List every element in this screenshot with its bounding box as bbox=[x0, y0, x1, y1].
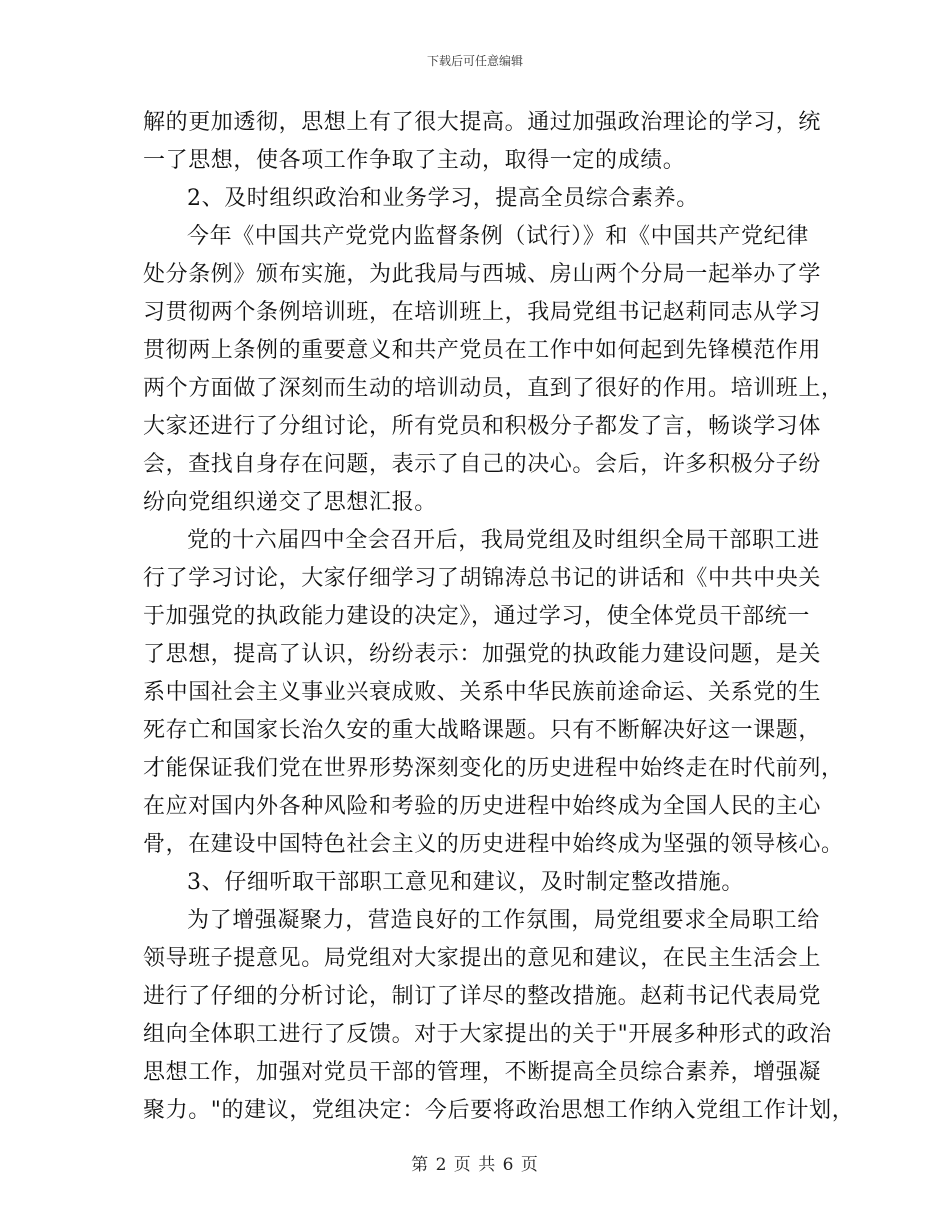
text-line: 于加强党的执政能力建设的决定》，通过学习，使全体党员干部统一 bbox=[143, 604, 811, 629]
page-footer: 第 2 页 共 6 页 bbox=[411, 1155, 539, 1175]
text-line: 贯彻两上条例的重要意义和共产党员在工作中如何起到先锋模范作用 bbox=[143, 338, 822, 363]
text-line: 思想工作，加强对党员干部的管理，不断提高全员综合素养，增强凝 bbox=[143, 1060, 822, 1085]
text-line: 在应对国内外各种风险和考验的历史进程中始终成为全国人民的主心 bbox=[143, 794, 822, 819]
text-line: 聚力。"的建议，党组决定：今后要将政治思想工作纳入党组工作计划， bbox=[143, 1098, 855, 1123]
text-line: 解的更加透彻，思想上有了很大提高。通过加强政治理论的学习，统 bbox=[143, 110, 822, 135]
text-line: 会，查找自身存在问题，表示了自己的决心。会后，许多积极分子纷 bbox=[143, 452, 822, 477]
paragraph-start: 今年《中国共产党党内监督条例（试行）》和《中国共产党纪律 bbox=[187, 224, 809, 249]
text-line: 一了思想，使各项工作争取了主动，取得一定的成绩。 bbox=[143, 148, 686, 173]
text-line: 骨，在建设中国特色社会主义的历史进程中始终成为坚强的领导核心。 bbox=[143, 832, 844, 857]
text-line: 组向全体职工进行了反馈。对于大家提出的关于"开展多种形式的政治 bbox=[143, 1022, 832, 1047]
section-heading: 2、及时组织政治和业务学习，提高全员综合素养。 bbox=[187, 186, 699, 211]
section-heading: 3、仔细听取干部职工意见和建议，及时制定整改措施。 bbox=[187, 870, 744, 895]
text-line: 纷向党组织递交了思想汇报。 bbox=[143, 490, 437, 515]
document-body bbox=[143, 104, 855, 1130]
text-line: 才能保证我们党在世界形势深刻变化的历史进程中始终走在时代前列， bbox=[143, 756, 844, 781]
text-line: 领导班子提意见。局党组对大家提出的意见和建议，在民主生活会上 bbox=[143, 946, 822, 971]
text-line: 行了学习讨论，大家仔细学习了胡锦涛总书记的讲话和《中共中央关 bbox=[143, 566, 822, 591]
text-line: 了思想，提高了认识，纷纷表示：加强党的执政能力建设问题，是关 bbox=[143, 642, 822, 667]
text-line: 进行了仔细的分析讨论，制订了详尽的整改措施。赵莉书记代表局党 bbox=[143, 984, 822, 1009]
text-line: 两个方面做了深刻而生动的培训动员，直到了很好的作用。培训班上， bbox=[143, 376, 844, 401]
text-line: 习贯彻两个条例培训班，在培训班上，我局党组书记赵莉同志从学习 bbox=[143, 300, 822, 325]
text-line: 大家还进行了分组讨论，所有党员和积极分子都发了言，畅谈学习体 bbox=[143, 414, 822, 439]
paragraph-start: 党的十六届四中全会召开后，我局党组及时组织全局干部职工进 bbox=[187, 528, 820, 553]
text-line: 系中国社会主义事业兴衰成败、关系中华民族前途命运、关系党的生 bbox=[143, 680, 822, 705]
text-line: 处分条例》颁布实施，为此我局与西城、房山两个分局一起举办了学 bbox=[143, 262, 822, 287]
page-header: 下载后可任意编辑 bbox=[426, 54, 523, 68]
paragraph-start: 为了增强凝聚力，营造良好的工作氛围，局党组要求全局职工给 bbox=[187, 908, 820, 933]
text-line: 死存亡和国家长治久安的重大战略课题。只有不断解决好这一课题， bbox=[143, 718, 822, 743]
